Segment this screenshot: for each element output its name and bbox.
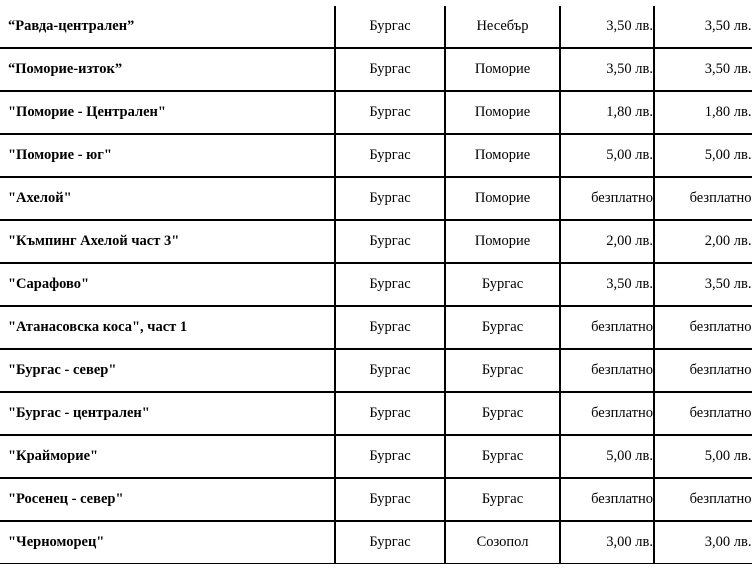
beach-name-cell: "Поморие - Централен" (0, 91, 335, 134)
region-cell: Бургас (335, 349, 445, 392)
beach-name-cell: "Поморие - юг" (0, 134, 335, 177)
municipality-cell: Поморие (445, 48, 560, 91)
table-row (0, 349, 752, 392)
beach-name-cell: "Къмпинг Ахелой част 3" (0, 220, 335, 263)
price-cell-2: безплатно (654, 349, 752, 392)
price-cell-2: 3,50 лв. (654, 48, 752, 91)
region-cell: Бургас (335, 220, 445, 263)
price-cell-2: безплатно (654, 177, 752, 220)
table-body (0, 6, 752, 564)
price-cell-2: 2,00 лв. (654, 220, 752, 263)
table-row (0, 478, 752, 521)
price-cell-1: 1,80 лв. (560, 91, 654, 134)
municipality-cell: Созопол (445, 521, 560, 564)
region-cell: Бургас (335, 521, 445, 564)
price-cell-2: 3,50 лв. (654, 6, 752, 48)
price-cell-1: безплатно (560, 177, 654, 220)
beach-name-cell: "Ахелой" (0, 177, 335, 220)
price-cell-1: 3,00 лв. (560, 521, 654, 564)
price-cell-1: безплатно (560, 349, 654, 392)
region-cell: Бургас (335, 134, 445, 177)
municipality-cell: Бургас (445, 392, 560, 435)
municipality-cell: Бургас (445, 306, 560, 349)
table-row (0, 220, 752, 263)
region-cell: Бургас (335, 48, 445, 91)
region-cell: Бургас (335, 306, 445, 349)
table-row (0, 263, 752, 306)
municipality-cell: Поморие (445, 220, 560, 263)
price-cell-1: 2,00 лв. (560, 220, 654, 263)
beaches-price-table (0, 6, 752, 564)
table-row (0, 306, 752, 349)
municipality-cell: Бургас (445, 435, 560, 478)
table-row (0, 134, 752, 177)
region-cell: Бургас (335, 177, 445, 220)
beach-name-cell: "Росенец - север" (0, 478, 335, 521)
beach-name-cell: “Равда-централен” (0, 6, 335, 48)
price-cell-1: безплатно (560, 478, 654, 521)
municipality-cell: Поморие (445, 91, 560, 134)
price-cell-2: безплатно (654, 306, 752, 349)
table-row (0, 521, 752, 564)
municipality-cell: Поморие (445, 134, 560, 177)
price-cell-1: 5,00 лв. (560, 435, 654, 478)
price-cell-2: 1,80 лв. (654, 91, 752, 134)
municipality-cell: Бургас (445, 478, 560, 521)
price-cell-2: безплатно (654, 478, 752, 521)
table-row (0, 435, 752, 478)
table-row (0, 392, 752, 435)
table-row (0, 6, 752, 48)
price-cell-1: 3,50 лв. (560, 6, 654, 48)
municipality-cell: Поморие (445, 177, 560, 220)
price-cell-2: 3,50 лв. (654, 263, 752, 306)
table-row (0, 91, 752, 134)
price-cell-1: безплатно (560, 392, 654, 435)
price-cell-2: безплатно (654, 392, 752, 435)
price-cell-2: 5,00 лв. (654, 435, 752, 478)
price-cell-2: 5,00 лв. (654, 134, 752, 177)
table-row (0, 48, 752, 91)
beach-name-cell: "Бургас - север" (0, 349, 335, 392)
region-cell: Бургас (335, 478, 445, 521)
beach-name-cell: "Крайморие" (0, 435, 335, 478)
beach-name-cell: "Черноморец" (0, 521, 335, 564)
municipality-cell: Бургас (445, 349, 560, 392)
table-row (0, 177, 752, 220)
beach-name-cell: "Атанасовска коса", част 1 (0, 306, 335, 349)
municipality-cell: Несебър (445, 6, 560, 48)
beach-name-cell: "Бургас - централен" (0, 392, 335, 435)
region-cell: Бургас (335, 392, 445, 435)
beach-name-cell: "Сарафово" (0, 263, 335, 306)
price-cell-1: 5,00 лв. (560, 134, 654, 177)
price-cell-2: 3,00 лв. (654, 521, 752, 564)
price-cell-1: 3,50 лв. (560, 263, 654, 306)
region-cell: Бургас (335, 263, 445, 306)
region-cell: Бургас (335, 435, 445, 478)
region-cell: Бургас (335, 6, 445, 48)
price-cell-1: безплатно (560, 306, 654, 349)
municipality-cell: Бургас (445, 263, 560, 306)
price-cell-1: 3,50 лв. (560, 48, 654, 91)
beach-name-cell: “Поморие-изток” (0, 48, 335, 91)
region-cell: Бургас (335, 91, 445, 134)
